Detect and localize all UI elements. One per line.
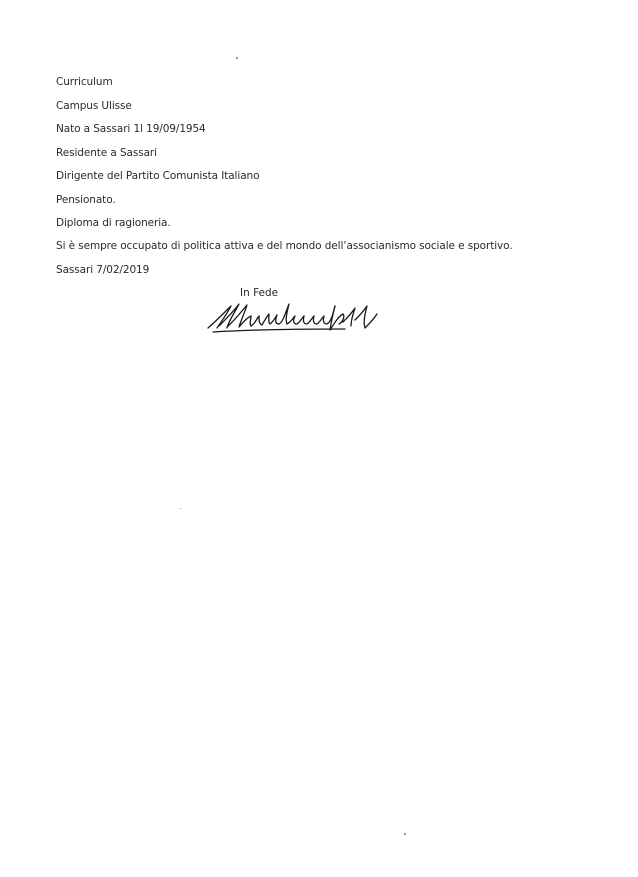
residence-info: Residente a Sassari: [56, 147, 157, 159]
scan-speck: [236, 57, 238, 59]
role-info: Dirigente del Partito Comunista Italiano: [56, 170, 260, 182]
closing-label: In Fede: [240, 287, 279, 299]
scan-speck: [180, 508, 181, 509]
document-heading: Curriculum: [56, 76, 113, 88]
handwritten-signature-icon: [205, 296, 385, 336]
occupation-info: Pensionato.: [56, 194, 116, 206]
education-info: Diploma di ragioneria.: [56, 217, 171, 229]
activity-info: Si è sempre occupato di politica attiva e del mondo dell’associanismo sociale e sportivo.: [56, 240, 513, 252]
person-name: Campus Ulisse: [56, 100, 132, 112]
place-date: Sassari 7/02/2019: [56, 264, 150, 276]
birth-info: Nato a Sassari 1l 19/09/1954: [56, 123, 206, 135]
scan-speck: [404, 833, 406, 835]
